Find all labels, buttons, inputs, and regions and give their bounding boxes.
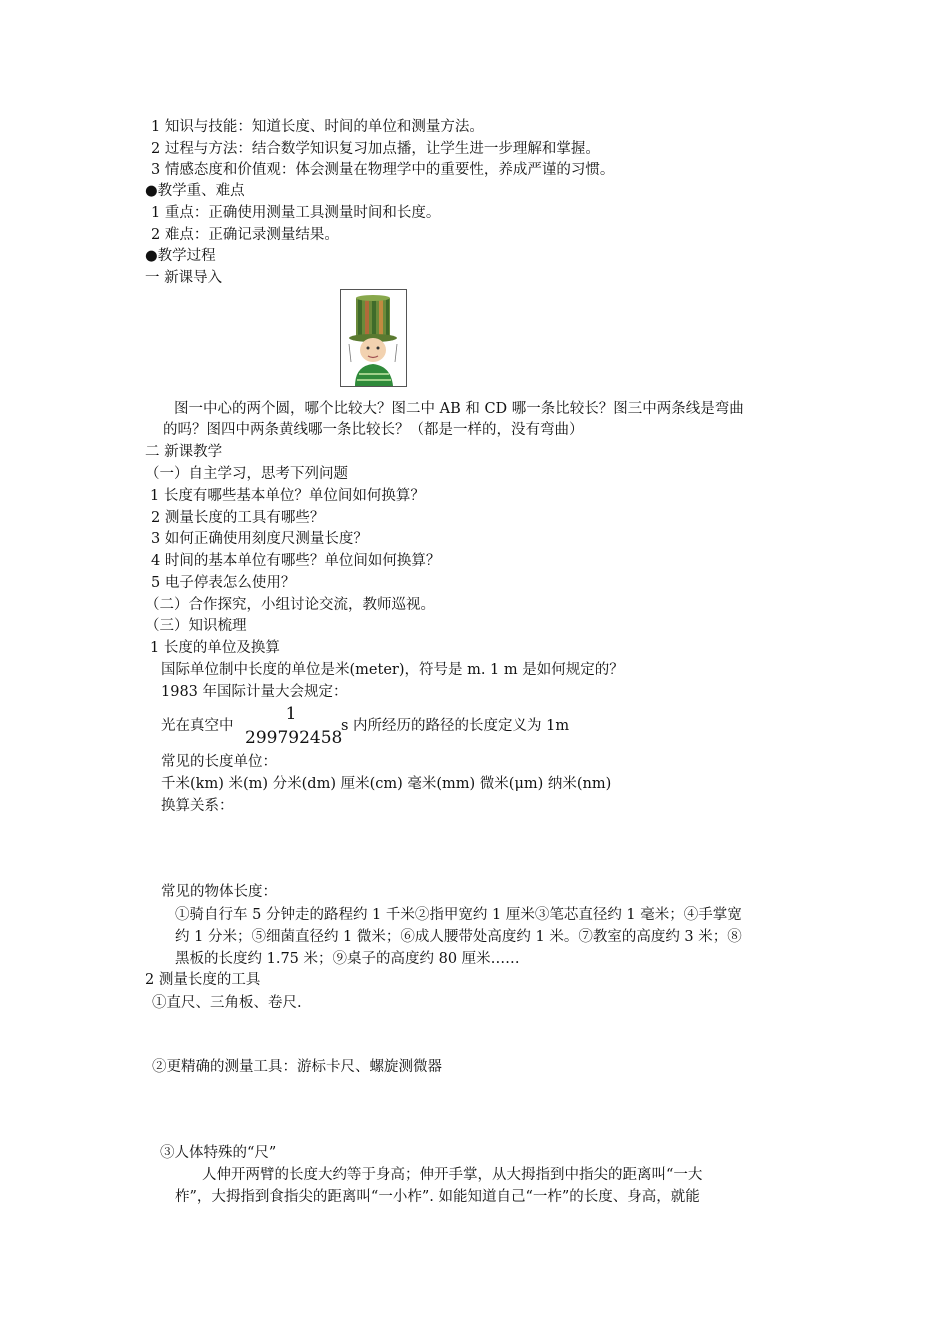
unit-line-2: 1983 年国际计量大会规定： [161, 684, 348, 700]
common-units-label: 常见的长度单位： [161, 754, 277, 770]
light-prefix: 光在真空中 [161, 718, 234, 734]
intro-heading: 一 新课导入 [145, 270, 223, 286]
key-point-focus: 1 重点：正确使用测量工具测量时间和长度。 [151, 205, 441, 221]
unit-heading: 1 长度的单位及换算 [150, 640, 280, 656]
object-line-2: 约 1 分米；⑤细菌直径约 1 微米；⑥成人腰带处高度约 1 米。⑦教室的高度约 3 米；⑧ [175, 929, 742, 945]
tools-item-1: ①直尺、三角板、卷尺. [152, 995, 302, 1011]
object-line-3: 黑板的长度约 1.75 米；⑨桌子的高度约 80 厘米…… [175, 951, 520, 967]
goal-knowledge: 1 知识与技能：知道长度、时间的单位和测量方法。 [151, 119, 484, 135]
tools-item-2: ②更精确的测量工具：游标卡尺、螺旋测微器 [152, 1059, 442, 1075]
conversion-label: 换算关系： [161, 798, 234, 814]
question-1: 1 长度有哪些基本单位？单位间如何换算？ [150, 488, 425, 504]
common-units: 千米(km) 米(m) 分米(dm) 厘米(cm) 毫米(mm) 微米(μm) 纳米(nm) [161, 776, 612, 792]
summary-heading: （三）知识梳理 [145, 618, 247, 634]
unit-line-1: 国际单位制中长度的单位是米(meter)，符号是 m. 1 m 是如何规定的？ [161, 662, 624, 678]
process-heading: ●教学过程 [145, 248, 216, 264]
self-study-heading: （一）自主学习，思考下列问题 [145, 466, 348, 482]
question-4: 4 时间的基本单位有哪些？单位间如何换算？ [151, 553, 441, 569]
goal-process: 2 过程与方法：结合数学知识复习加点播，让学生进一步理解和掌握。 [151, 141, 600, 157]
body-line-2: 柞”，大拇指到食指尖的距离叫“一小柞”. 如能知道自己“一柞”的长度、身高，就能 [175, 1189, 700, 1205]
body-line-1: 人伸开两臂的长度大约等于身高；伸开手掌，从大拇指到中指尖的距离叫“一大 [202, 1167, 703, 1183]
new-lesson-heading: 二 新课教学 [145, 444, 223, 460]
key-point-difficulty: 2 难点：正确记录测量结果。 [151, 227, 339, 243]
question-3: 3 如何正确使用刻度尺测量长度？ [151, 531, 368, 547]
object-length-label: 常见的物体长度： [161, 884, 277, 900]
fraction [245, 704, 343, 748]
key-heading: ●教学重、难点 [145, 183, 245, 199]
tools-heading: 2 测量长度的工具 [145, 972, 261, 988]
intro-text-line-2: 的吗？图四中两条黄线哪一条比较长？（都是一样的，没有弯曲） [163, 422, 584, 438]
fraction-denominator: 299792458 [245, 728, 343, 748]
illusion-figure [340, 289, 407, 387]
object-line-1: ①骑自行车 5 分钟走的路程约 1 千米②指甲宽约 1 厘米③笔芯直径约 1 毫米；④手掌宽 [175, 907, 742, 923]
intro-text-line-1: 图一中心的两个圆，哪个比较大？图二中 AB 和 CD 哪一条比较长？图三中两条线是弯曲 [174, 401, 744, 417]
question-5: 5 电子停表怎么使用？ [151, 575, 296, 591]
cooperation-heading: （二）合作探究，小组讨论交流，教师巡视。 [145, 597, 435, 613]
boy-with-tall-hat-illustration [341, 290, 406, 386]
tools-item-3: ③人体特殊的“尺” [160, 1145, 277, 1161]
light-suffix: s 内所经历的路径的长度定义为 1m [341, 718, 570, 734]
fraction-numerator: 1 [285, 704, 297, 724]
question-2: 2 测量长度的工具有哪些？ [151, 510, 325, 526]
goal-attitude: 3 情感态度和价值观：体会测量在物理学中的重要性，养成严谨的习惯。 [151, 162, 615, 178]
